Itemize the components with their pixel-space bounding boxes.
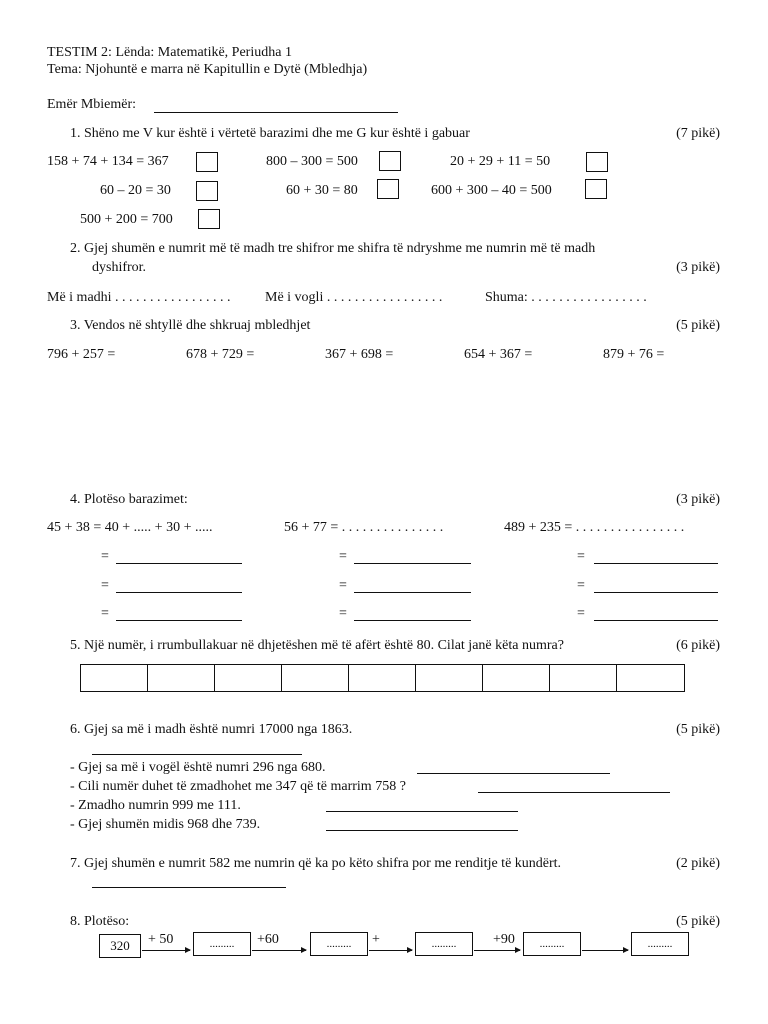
q3-points: (5 pikë)	[676, 318, 720, 333]
q6-sub-item: - Gjej shumën midis 968 dhe 739.	[70, 817, 261, 832]
q4-text: 4. Plotëso barazimet:	[70, 492, 188, 507]
q5-answer-cell[interactable]	[617, 665, 684, 691]
q4-answer-line[interactable]	[354, 563, 471, 564]
q4-item: 45 + 38 = 40 + ..... + 30 + .....	[47, 520, 213, 535]
q4-equals: =	[101, 578, 109, 593]
q4-points: (3 pikë)	[676, 492, 720, 507]
q1-item: 20 + 29 + 11 = 50	[450, 154, 551, 169]
q5-answer-cell[interactable]	[550, 665, 617, 691]
q6-text: 6. Gjej sa më i madh është numri 17000 nga 1863.	[70, 722, 353, 737]
q4-answer-line[interactable]	[594, 563, 718, 564]
q3-item: 879 + 76 =	[603, 347, 665, 362]
q8-operation: +	[372, 932, 380, 947]
q5-text: 5. Një numër, i rrumbullakuar në dhjetëshen më të afërt është 80. Cilat janë këta numra?	[70, 638, 564, 653]
q2-text: 2. Gjej shumën e numrit më të madh tre shifror me shifra të ndryshme me numrin më të madh	[70, 241, 596, 256]
q1-answer-box[interactable]	[586, 152, 608, 172]
q4-item: 489 + 235 = . . . . . . . . . . . . . . . .	[504, 520, 685, 535]
q6-answer-line[interactable]	[478, 792, 670, 793]
q4-answer-line[interactable]	[594, 620, 718, 621]
arrow-right-icon	[369, 950, 412, 951]
test-title: TESTIM 2: Lënda: Matematikë, Periudha 1	[47, 45, 292, 60]
q8-points: (5 pikë)	[676, 914, 720, 929]
q6-answer-line[interactable]	[326, 830, 518, 831]
q3-item: 796 + 257 =	[47, 347, 116, 362]
q4-equals: =	[339, 549, 347, 564]
q8-answer-box[interactable]: .........	[415, 932, 473, 956]
q5-answer-cell[interactable]	[215, 665, 282, 691]
arrow-right-icon	[142, 950, 190, 951]
q1-text: 1. Shëno me V kur është i vërtetë barazimi dhe me G kur është i gabuar	[70, 126, 470, 141]
q1-answer-box[interactable]	[585, 179, 607, 199]
q8-operation: + 50	[148, 932, 174, 947]
q4-equals: =	[577, 578, 585, 593]
name-field[interactable]	[154, 112, 398, 113]
test-topic: Tema: Njohuntë e marra në Kapitullin e Dytë (Mbledhja)	[47, 62, 368, 77]
q5-answer-cell[interactable]	[148, 665, 215, 691]
q1-item: 600 + 300 – 40 = 500	[431, 183, 552, 198]
q4-equals: =	[577, 606, 585, 621]
q8-start-box: 320	[99, 934, 141, 958]
q8-answer-box[interactable]: .........	[631, 932, 689, 956]
q5-answer-grid	[80, 664, 685, 692]
q2-smallest: Më i vogli . . . . . . . . . . . . . . . . .	[265, 290, 443, 305]
q6-sub-item: - Cili numër duhet të zmadhohet me 347 që të marrim 758 ?	[70, 779, 406, 794]
q5-answer-cell[interactable]	[81, 665, 148, 691]
q5-answer-cell[interactable]	[349, 665, 416, 691]
q6-points: (5 pikë)	[676, 722, 720, 737]
q1-points: (7 pikë)	[676, 126, 720, 141]
q1-item: 800 – 300 = 500	[266, 154, 358, 169]
q7-text: 7. Gjej shumën e numrit 582 me numrin që ka po këto shifra por me renditje të kundërt.	[70, 856, 562, 871]
q8-answer-box[interactable]: .........	[523, 932, 581, 956]
q3-item: 678 + 729 =	[186, 347, 255, 362]
q3-item: 367 + 698 =	[325, 347, 394, 362]
name-label: Emër Mbiemër:	[47, 97, 137, 112]
q3-text: 3. Vendos në shtyllë dhe shkruaj mbledhjet	[70, 318, 311, 333]
q1-answer-box[interactable]	[196, 152, 218, 172]
q5-points: (6 pikë)	[676, 638, 720, 653]
q1-item: 60 + 30 = 80	[286, 183, 358, 198]
q6-sub-item: - Zmadho numrin 999 me 111.	[70, 798, 241, 813]
q8-operation: +60	[257, 932, 279, 947]
q5-answer-cell[interactable]	[282, 665, 349, 691]
q5-answer-cell[interactable]	[483, 665, 550, 691]
q2-sum: Shuma: . . . . . . . . . . . . . . . . .	[485, 290, 647, 305]
arrow-right-icon	[582, 950, 628, 951]
q1-item: 158 + 74 + 134 = 367	[47, 154, 169, 169]
q8-text: 8. Plotëso:	[70, 914, 130, 929]
q8-operation: +90	[493, 932, 515, 947]
q4-equals: =	[101, 549, 109, 564]
q1-answer-box[interactable]	[379, 151, 401, 171]
q4-equals: =	[577, 549, 585, 564]
q4-answer-line[interactable]	[354, 592, 471, 593]
q4-equals: =	[101, 606, 109, 621]
q6-answer-line[interactable]	[417, 773, 610, 774]
q2-points: (3 pikë)	[676, 260, 720, 275]
q1-answer-box[interactable]	[377, 179, 399, 199]
q4-equals: =	[339, 606, 347, 621]
q4-item: 56 + 77 = . . . . . . . . . . . . . . .	[284, 520, 444, 535]
q4-answer-line[interactable]	[354, 620, 471, 621]
q4-answer-line[interactable]	[116, 592, 242, 593]
arrow-right-icon	[252, 950, 306, 951]
q8-answer-box[interactable]: .........	[193, 932, 251, 956]
q6-answer-line[interactable]	[326, 811, 518, 812]
q8-answer-box[interactable]: .........	[310, 932, 368, 956]
arrow-right-icon	[474, 950, 520, 951]
q1-answer-box[interactable]	[196, 181, 218, 201]
q4-answer-line[interactable]	[594, 592, 718, 593]
q1-item: 500 + 200 = 700	[80, 212, 173, 227]
q4-equals: =	[339, 578, 347, 593]
q2-text-cont: dyshifror.	[92, 260, 147, 275]
q7-points: (2 pikë)	[676, 856, 720, 871]
q4-answer-line[interactable]	[116, 563, 242, 564]
q3-item: 654 + 367 =	[464, 347, 533, 362]
q1-item: 60 – 20 = 30	[100, 183, 171, 198]
q7-answer-line[interactable]	[92, 887, 286, 888]
q6-sub-item: - Gjej sa më i vogël është numri 296 nga 680.	[70, 760, 326, 775]
q1-answer-box[interactable]	[198, 209, 220, 229]
q6-answer-line[interactable]	[92, 754, 302, 755]
q4-answer-line[interactable]	[116, 620, 242, 621]
q2-biggest: Më i madhi . . . . . . . . . . . . . . . . .	[47, 290, 231, 305]
q5-answer-cell[interactable]	[416, 665, 483, 691]
